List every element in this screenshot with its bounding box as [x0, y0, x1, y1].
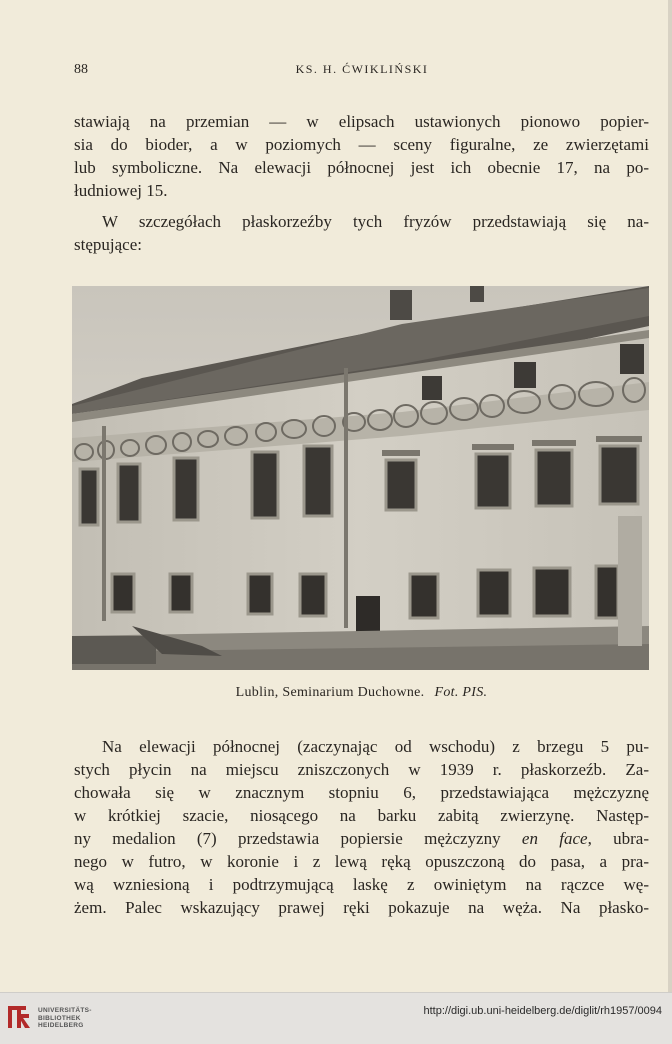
text-line: w krótkiej szacie, niosącego na barku zabitą zwierzynę. Następ-	[74, 806, 649, 825]
paragraph-3	[74, 735, 649, 919]
text-line: stępujące:	[74, 235, 142, 254]
text-line: żem. Palec wskazujący prawej ręki pokazuje na węża. Na płasko-	[74, 898, 649, 917]
page-number: 88	[74, 62, 88, 77]
page-edge	[668, 0, 672, 992]
text-line: lub symboliczne. Na elewacji północnej jest ich obecnie 17, na po-	[74, 158, 649, 177]
permalink-url[interactable]: http://digi.ub.uni-heidelberg.de/diglit/rh1957/0094	[423, 1005, 662, 1017]
text-line: sia do bioder, a w poziomych — sceny figuralne, ze zwierzętami	[74, 135, 649, 154]
paragraph-1	[74, 110, 649, 202]
photo-illustration	[72, 286, 649, 670]
text-line: chowała się w znacznym stopniu 6, przedstawiająca mężczyznę	[74, 783, 649, 802]
paragraph-2	[74, 210, 649, 256]
text-line: Na elewacji północnej (zaczynając od wschodu) z brzegu 5 pu-	[102, 737, 649, 756]
text-line: W szczegółach płaskorzeźby tych fryzów przedstawiają się na-	[102, 212, 649, 231]
running-head: KS. H. ĆWIKLIŃSKI	[295, 62, 429, 76]
library-name-line: HEIDELBERG	[38, 1022, 84, 1029]
building-photograph	[72, 286, 649, 670]
library-name-line: BIBLIOTHEK	[38, 1014, 81, 1022]
text-line: ny medalion (7) przedstawia popiersie mężczyzny en face, ubra-	[74, 829, 650, 848]
text-line: stych płycin na miejscu zniszczonych w 1939 r. płaskorzeźb. Za-	[74, 760, 649, 779]
text-line: stawiają na przemian — w elipsach ustawionych pionowo popier-	[74, 112, 649, 131]
figure-caption	[74, 685, 649, 701]
text-line: nego w futro, w koronie i z lewą ręką opuszczoną do pasa, a pra-	[74, 852, 649, 871]
foreign-phrase: en face	[521, 829, 588, 848]
text-line: wą wzniesioną i podtrzymującą laskę z owiniętym na rączce wę-	[74, 875, 649, 894]
library-name-line: UNIVERSITÄTS-	[38, 1007, 92, 1014]
viewer-footer	[0, 992, 672, 1044]
caption-text: Lublin, Seminarium Duchowne.	[235, 685, 425, 700]
library-name	[38, 1007, 92, 1030]
photo-credit: Fot. PIS.	[434, 685, 488, 700]
university-library-logo-icon[interactable]	[6, 1003, 32, 1031]
page-header	[74, 62, 650, 82]
text-line: łudniowej 15.	[74, 181, 168, 200]
